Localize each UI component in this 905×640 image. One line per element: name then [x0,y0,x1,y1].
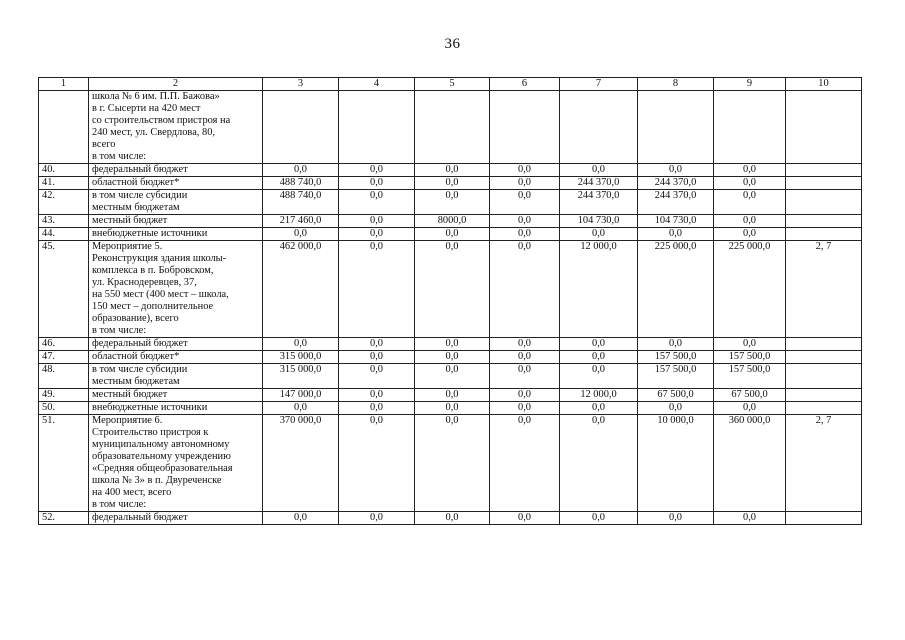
value-cell-col-8: 225 000,0 [638,241,714,338]
value-cell-col-5: 0,0 [415,177,490,190]
page-number: 36 [444,36,461,52]
column-header-8: 8 [638,78,714,91]
value-cell-col-5: 8000,0 [415,215,490,228]
row-number: 48. [39,364,89,389]
value-cell-col-8: 157 500,0 [638,351,714,364]
value-cell-col-9: 67 500,0 [714,389,786,402]
value-cell-col-9: 0,0 [714,164,786,177]
value-cell-col-9: 0,0 [714,190,786,215]
value-cell-col-10: 2, 7 [786,241,862,338]
value-cell-col-6: 0,0 [490,215,560,228]
value-cell-col-6: 0,0 [490,228,560,241]
row-name: школа № 6 им. П.П. Бажова» в г. Сысерти на 420 мест со строительством пристроя на 240 мест, ул. Свердлова, 80, всего в том числе: [89,91,263,164]
value-cell-col-4: 0,0 [339,228,415,241]
value-cell-col-5: 0,0 [415,389,490,402]
value-cell-col-10 [786,164,862,177]
value-cell-col-8: 0,0 [638,512,714,525]
value-cell-col-4: 0,0 [339,177,415,190]
value-cell-col-9: 360 000,0 [714,415,786,512]
value-cell-col-5: 0,0 [415,512,490,525]
value-cell-col-6: 0,0 [490,415,560,512]
value-cell-col-9: 0,0 [714,215,786,228]
value-cell-col-4: 0,0 [339,338,415,351]
value-cell-col-6: 0,0 [490,177,560,190]
row-number: 51. [39,415,89,512]
row-name: в том числе субсидии местным бюджетам [89,190,263,215]
value-cell-col-5: 0,0 [415,228,490,241]
column-header-4: 4 [339,78,415,91]
value-cell-col-10 [786,338,862,351]
value-cell-col-5: 0,0 [415,190,490,215]
value-cell-col-6: 0,0 [490,351,560,364]
column-header-7: 7 [560,78,638,91]
value-cell-col-9: 0,0 [714,338,786,351]
value-cell-col-10 [786,91,862,164]
value-cell-col-10 [786,215,862,228]
table-row [39,228,862,241]
row-number: 42. [39,190,89,215]
row-name: местный бюджет [89,215,263,228]
value-cell-col-8: 244 370,0 [638,177,714,190]
value-cell-col-8: 0,0 [638,228,714,241]
value-cell-col-3: 488 740,0 [263,177,339,190]
value-cell-col-3: 370 000,0 [263,415,339,512]
value-cell-col-9: 0,0 [714,228,786,241]
value-cell-col-6 [490,91,560,164]
row-name: внебюджетные источники [89,228,263,241]
table-row [39,389,862,402]
value-cell-col-5: 0,0 [415,415,490,512]
value-cell-col-6: 0,0 [490,402,560,415]
row-name: местный бюджет [89,389,263,402]
row-number: 47. [39,351,89,364]
value-cell-col-8: 104 730,0 [638,215,714,228]
value-cell-col-4: 0,0 [339,190,415,215]
table-row [39,415,862,512]
row-name: Мероприятие 5. Реконструкция здания школы- комплекса в п. Бобровском, ул. Краснодеревцев, 37, на 550 мест (400 мест – школа, 150 мест – дополнительное образование), всего в том числе: [89,241,263,338]
value-cell-col-7: 0,0 [560,338,638,351]
value-cell-col-7: 104 730,0 [560,215,638,228]
column-header-2: 2 [89,78,263,91]
column-header-3: 3 [263,78,339,91]
table-row [39,91,862,164]
value-cell-col-6: 0,0 [490,389,560,402]
value-cell-col-3: 0,0 [263,338,339,351]
row-name: внебюджетные источники [89,402,263,415]
value-cell-col-10 [786,512,862,525]
value-cell-col-3: 488 740,0 [263,190,339,215]
row-number [39,91,89,164]
value-cell-col-4: 0,0 [339,402,415,415]
value-cell-col-3: 462 000,0 [263,241,339,338]
value-cell-col-4: 0,0 [339,351,415,364]
value-cell-col-4: 0,0 [339,389,415,402]
value-cell-col-8: 0,0 [638,402,714,415]
table-row [39,351,862,364]
value-cell-col-9: 0,0 [714,177,786,190]
value-cell-col-4: 0,0 [339,164,415,177]
value-cell-col-8: 10 000,0 [638,415,714,512]
value-cell-col-3: 0,0 [263,164,339,177]
value-cell-col-5 [415,91,490,164]
value-cell-col-3: 0,0 [263,402,339,415]
value-cell-col-9: 157 500,0 [714,351,786,364]
value-cell-col-7 [560,91,638,164]
value-cell-col-5: 0,0 [415,338,490,351]
value-cell-col-5: 0,0 [415,351,490,364]
value-cell-col-10 [786,228,862,241]
value-cell-col-6: 0,0 [490,164,560,177]
value-cell-col-7: 0,0 [560,415,638,512]
row-number: 50. [39,402,89,415]
row-name: федеральный бюджет [89,338,263,351]
value-cell-col-10 [786,364,862,389]
row-number: 49. [39,389,89,402]
column-header-6: 6 [490,78,560,91]
value-cell-col-3 [263,91,339,164]
value-cell-col-7: 0,0 [560,228,638,241]
value-cell-col-9: 0,0 [714,402,786,415]
value-cell-col-10 [786,177,862,190]
row-name: областной бюджет* [89,351,263,364]
value-cell-col-3: 0,0 [263,228,339,241]
table-row [39,190,862,215]
value-cell-col-4: 0,0 [339,215,415,228]
table-row [39,512,862,525]
value-cell-col-3: 217 460,0 [263,215,339,228]
value-cell-col-8: 0,0 [638,338,714,351]
value-cell-col-7: 12 000,0 [560,241,638,338]
table-body [39,91,862,525]
value-cell-col-7: 12 000,0 [560,389,638,402]
value-cell-col-7: 0,0 [560,402,638,415]
table-row [39,177,862,190]
column-header-9: 9 [714,78,786,91]
row-number: 44. [39,228,89,241]
value-cell-col-9: 0,0 [714,512,786,525]
value-cell-col-7: 0,0 [560,512,638,525]
row-number: 46. [39,338,89,351]
value-cell-col-4: 0,0 [339,241,415,338]
value-cell-col-10: 2, 7 [786,415,862,512]
value-cell-col-5: 0,0 [415,164,490,177]
budget-table [38,77,862,525]
value-cell-col-4 [339,91,415,164]
value-cell-col-8: 244 370,0 [638,190,714,215]
value-cell-col-7: 0,0 [560,351,638,364]
column-header-10: 10 [786,78,862,91]
table-row [39,402,862,415]
value-cell-col-6: 0,0 [490,364,560,389]
value-cell-col-5: 0,0 [415,402,490,415]
value-cell-col-3: 147 000,0 [263,389,339,402]
value-cell-col-3: 0,0 [263,512,339,525]
value-cell-col-9 [714,91,786,164]
row-name: областной бюджет* [89,177,263,190]
value-cell-col-4: 0,0 [339,364,415,389]
value-cell-col-4: 0,0 [339,415,415,512]
row-name: Мероприятие 6. Строительство пристроя к муниципальному автономному образовательному учреждению «Средняя общеобразовательная школа № 3» в п. Двуреченске на 400 мест, всего в том числе: [89,415,263,512]
value-cell-col-8: 157 500,0 [638,364,714,389]
value-cell-col-6: 0,0 [490,338,560,351]
value-cell-col-7: 244 370,0 [560,177,638,190]
table-row [39,215,862,228]
value-cell-col-7: 0,0 [560,164,638,177]
table-row [39,164,862,177]
row-number: 40. [39,164,89,177]
row-name: в том числе субсидии местным бюджетам [89,364,263,389]
value-cell-col-3: 315 000,0 [263,364,339,389]
value-cell-col-4: 0,0 [339,512,415,525]
row-number: 45. [39,241,89,338]
value-cell-col-8: 67 500,0 [638,389,714,402]
value-cell-col-6: 0,0 [490,241,560,338]
value-cell-col-5: 0,0 [415,241,490,338]
row-name: федеральный бюджет [89,164,263,177]
row-number: 41. [39,177,89,190]
table-row [39,364,862,389]
value-cell-col-9: 157 500,0 [714,364,786,389]
table-row [39,241,862,338]
table-row [39,338,862,351]
row-name: федеральный бюджет [89,512,263,525]
value-cell-col-3: 315 000,0 [263,351,339,364]
value-cell-col-8 [638,91,714,164]
column-header-1: 1 [39,78,89,91]
value-cell-col-9: 225 000,0 [714,241,786,338]
value-cell-col-10 [786,389,862,402]
value-cell-col-7: 0,0 [560,364,638,389]
column-header-5: 5 [415,78,490,91]
value-cell-col-5: 0,0 [415,364,490,389]
value-cell-col-6: 0,0 [490,190,560,215]
value-cell-col-10 [786,190,862,215]
value-cell-col-10 [786,402,862,415]
value-cell-col-10 [786,351,862,364]
value-cell-col-7: 244 370,0 [560,190,638,215]
table-header-row [39,78,862,91]
row-number: 43. [39,215,89,228]
row-number: 52. [39,512,89,525]
value-cell-col-6: 0,0 [490,512,560,525]
value-cell-col-8: 0,0 [638,164,714,177]
